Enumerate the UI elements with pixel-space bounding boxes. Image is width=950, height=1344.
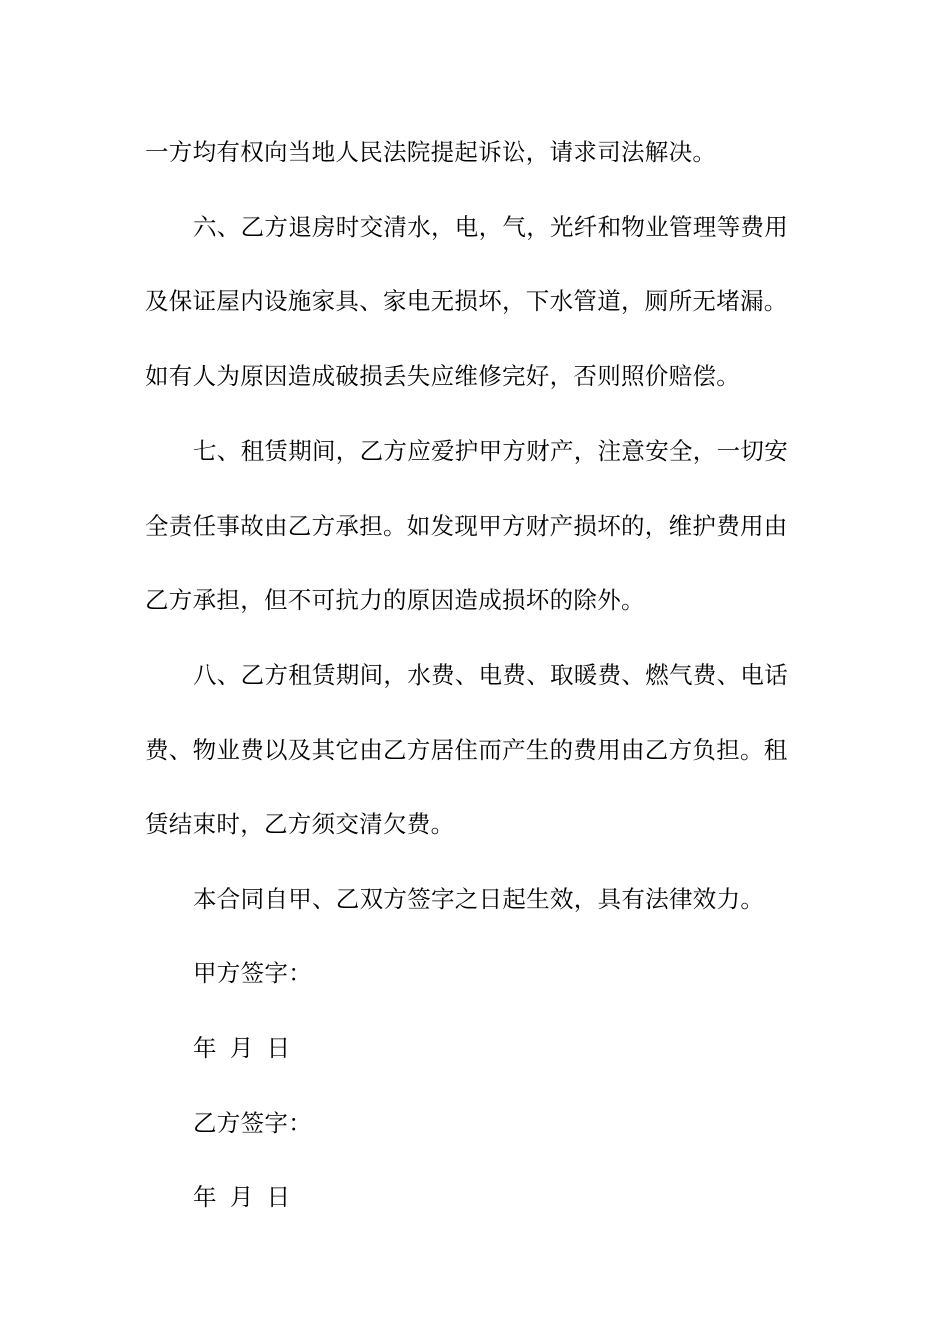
date-month: 月 bbox=[229, 1183, 254, 1211]
paragraph-line: 八、乙方租赁期间，水费、电费、取暖费、燃气费、电话 bbox=[193, 661, 788, 689]
paragraph-line: 乙方承担，但不可抗力的原因造成损坏的除外。 bbox=[145, 586, 645, 614]
paragraph-line: 赁结束时，乙方须交清欠费。 bbox=[145, 810, 455, 838]
party-a-date bbox=[193, 1033, 873, 1063]
date-year: 年 bbox=[193, 1034, 217, 1062]
paragraph-line: 七、租赁期间，乙方应爱护甲方财产，注意安全，一切安 bbox=[193, 437, 788, 465]
paragraph-line: 及保证屋内设施家具、家电无损坏，下水管道，厕所无堵漏。 bbox=[145, 287, 788, 315]
date-year: 年 bbox=[193, 1183, 217, 1211]
paragraph-line: 本合同自甲、乙双方签字之日起生效，具有法律效力。 bbox=[193, 885, 765, 913]
paragraph-line: 费、物业费以及其它由乙方居住而产生的费用由乙方负担。租 bbox=[145, 736, 788, 764]
party-a-signature-label: 甲方签字： bbox=[193, 959, 312, 987]
party-b-date bbox=[193, 1182, 873, 1212]
paragraph-line: 一方均有权向当地人民法院提起诉讼，请求司法解决。 bbox=[145, 138, 717, 166]
date-day: 日 bbox=[266, 1034, 291, 1062]
party-b-signature-label: 乙方签字： bbox=[193, 1109, 312, 1137]
paragraph-line: 六、乙方退房时交清水，电，气，光纤和物业管理等费用 bbox=[193, 213, 788, 241]
paragraph-line: 如有人为原因造成破损丢失应维修完好，否则照价赔偿。 bbox=[145, 362, 740, 390]
date-month: 月 bbox=[229, 1034, 254, 1062]
date-day: 日 bbox=[266, 1183, 291, 1211]
paragraph-line: 全责任事故由乙方承担。如发现甲方财产损坏的，维护费用由 bbox=[145, 512, 788, 540]
